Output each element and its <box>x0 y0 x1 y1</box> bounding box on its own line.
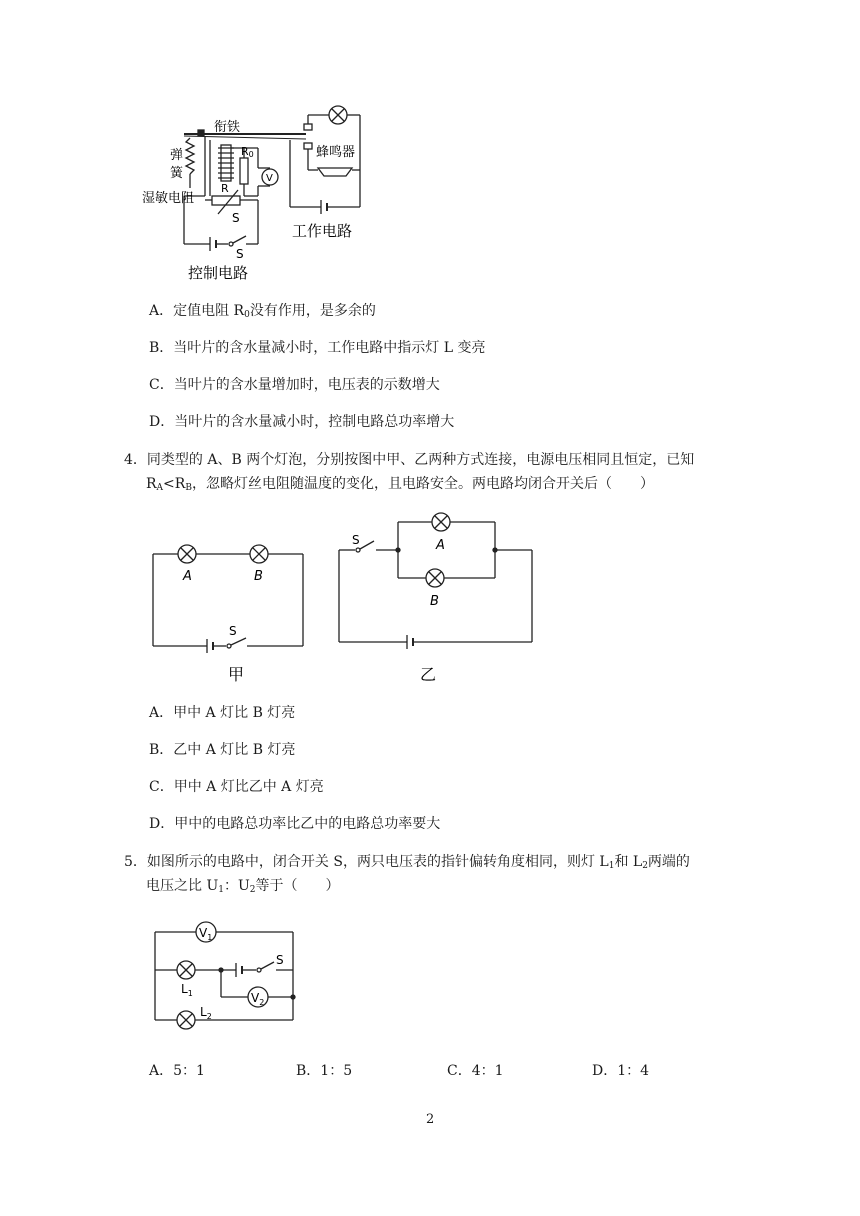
series-circuit-figure <box>148 538 308 688</box>
label-l1: $L_1$ <box>181 982 193 998</box>
label-s: S <box>276 953 284 967</box>
fig-jia-caption: 甲 <box>228 665 245 684</box>
fig-jia-label-s: S <box>229 624 237 638</box>
label-spring-2: 簧 <box>170 166 184 181</box>
q4-stem-line2: $R_A<R_B$，忽略灯丝电阻随温度的变化，且电路安全。两电路均闭合开关后（ ） <box>146 476 654 493</box>
label-control-circuit: 控制电路 <box>188 264 249 282</box>
label-v2: $V_2$ <box>251 991 265 1007</box>
label-humidity-resistor: 湿敏电阻 <box>142 191 195 206</box>
q3-option-b[interactable]: B．当叶片的含水量减小时，工作电路中指示灯 L 变亮 <box>149 340 486 356</box>
relay-circuit-figure <box>140 96 380 286</box>
q4-option-b[interactable]: B．乙中 A 灯比 B 灯亮 <box>149 742 296 758</box>
q3-option-c[interactable]: C．当叶片的含水量增加时，电压表的示数增大 <box>149 377 440 393</box>
q5-option-b[interactable]: B．1：5 <box>296 1063 353 1079</box>
q5-option-a[interactable]: A．5：1 <box>149 1063 205 1079</box>
q5-option-c[interactable]: C．4：1 <box>447 1063 504 1079</box>
label-v1: $V_1$ <box>199 926 213 942</box>
label-armature: 衔铁 <box>214 120 241 135</box>
q5-stem-line1: 5．如图所示的电路中，闭合开关 S，两只电压表的指针偏转角度相同，则灯 $L_1$和 $L_2$两端的 <box>124 854 690 871</box>
label-s-upper: S <box>232 211 240 225</box>
q5-option-d[interactable]: D．1：4 <box>592 1063 650 1079</box>
label-buzzer: 蜂鸣器 <box>316 145 356 160</box>
fig-yi-label-s: S <box>352 533 360 547</box>
q4-stem-line1: 4．同类型的 A、B 两个灯泡，分别按图中甲、乙两种方式连接，电源电压相同且恒定，已知 <box>124 452 695 468</box>
fig-jia-label-b: B <box>254 569 263 584</box>
q4-option-a[interactable]: A．甲中 A 灯比 B 灯亮 <box>149 705 296 721</box>
fig-yi-label-a: A <box>436 538 445 553</box>
fig-yi-label-b: B <box>430 594 439 609</box>
label-s-lower: S <box>236 247 244 261</box>
parallel-circuit-figure <box>334 506 542 688</box>
q4-option-c[interactable]: C．甲中 A 灯比乙中 A 灯亮 <box>149 779 324 795</box>
q3-option-d[interactable]: D．当叶片的含水量减小时，控制电路总功率增大 <box>149 414 455 430</box>
voltmeter-circuit-figure <box>148 918 300 1034</box>
label-l2: $L_2$ <box>200 1005 212 1021</box>
label-voltmeter: V <box>266 173 273 184</box>
fig-yi-caption: 乙 <box>420 665 437 684</box>
label-work-circuit: 工作电路 <box>292 222 353 240</box>
label-spring-1: 弹 <box>170 148 184 163</box>
fig-jia-label-a: A <box>183 569 192 584</box>
label-r: R <box>221 182 229 195</box>
q5-stem-line2: 电压之比 $U_1$：$U_2$等于（ ） <box>146 878 340 895</box>
q4-option-d[interactable]: D．甲中的电路总功率比乙中的电路总功率要大 <box>149 816 441 832</box>
page-number: 2 <box>426 1112 435 1127</box>
q3-option-a[interactable]: A．定值电阻 $R_0$没有作用，是多余的 <box>149 303 376 320</box>
label-r0: R0 <box>241 145 254 159</box>
